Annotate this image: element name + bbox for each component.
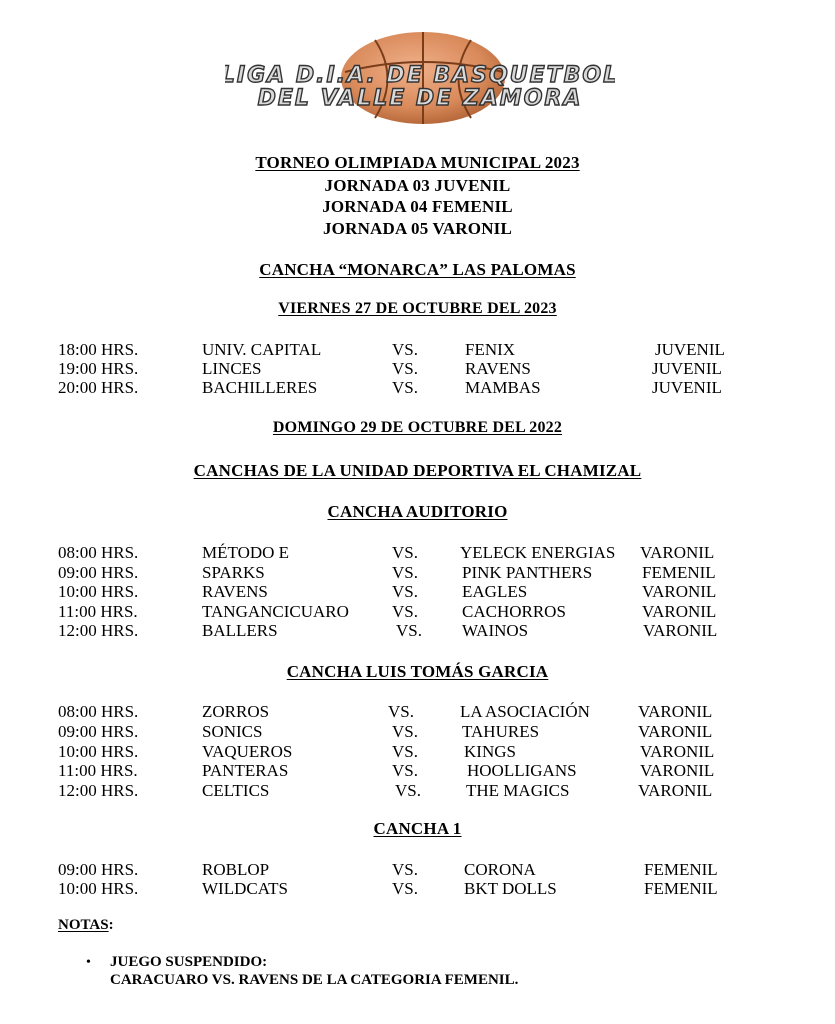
versus-label: VS. — [392, 879, 418, 898]
court-auditorio-title-text: CANCHA AUDITORIO — [327, 502, 508, 521]
versus-label: VS. — [392, 742, 418, 761]
versus-label: VS. — [388, 702, 414, 721]
league-logo — [225, 32, 615, 128]
versus-label: VS. — [392, 602, 418, 621]
home-team: PANTERAS — [202, 761, 289, 780]
versus-label: VS. — [392, 582, 418, 601]
home-team: ROBLOP — [202, 860, 270, 879]
game-time: 09:00 HRS. — [58, 860, 139, 879]
date-sunday — [0, 419, 835, 437]
tournament-title — [0, 153, 835, 173]
home-team: MÉTODO E — [202, 543, 290, 562]
court-1-title-text: CANCHA 1 — [373, 819, 462, 838]
away-team: THE MAGICS — [466, 781, 570, 800]
game-category: VARONIL — [642, 602, 717, 621]
game-row — [0, 602, 835, 622]
note-suspended-detail: CARACUARO VS. RAVENS DE LA CATEGORIA FEMENIL. — [110, 972, 519, 988]
notes-heading — [58, 917, 114, 934]
basketball-logo-graphic — [225, 32, 615, 128]
game-category: VARONIL — [643, 621, 718, 640]
game-row — [0, 879, 835, 899]
home-team: BALLERS — [202, 621, 278, 640]
game-row — [0, 621, 835, 641]
venue-monarca — [0, 260, 835, 280]
home-team: BACHILLERES — [202, 378, 318, 397]
bullet-icon: • — [86, 955, 91, 970]
game-category: JUVENIL — [652, 378, 722, 397]
versus-label: VS. — [392, 722, 418, 741]
jornada-juvenil: JORNADA 03 JUVENIL — [324, 176, 511, 195]
court-auditorio-title — [0, 502, 835, 522]
game-row — [0, 582, 835, 602]
jornada-femenil: JORNADA 04 FEMENIL — [322, 197, 513, 216]
game-row — [0, 702, 835, 722]
away-team: KINGS — [464, 742, 516, 761]
game-time: 10:00 HRS. — [58, 582, 139, 601]
home-team: RAVENS — [202, 582, 268, 601]
court-luis-title — [0, 662, 835, 682]
home-team: UNIV. CAPITAL — [202, 340, 322, 359]
game-row — [0, 359, 835, 379]
game-category: FEMENIL — [644, 860, 718, 879]
away-team: HOOLLIGANS — [467, 761, 577, 780]
date-friday — [0, 300, 835, 318]
home-team: LINCES — [202, 359, 262, 378]
home-team: VAQUEROS — [202, 742, 293, 761]
game-time: 11:00 HRS. — [58, 602, 138, 621]
game-row — [0, 563, 835, 583]
versus-label: VS. — [392, 378, 418, 397]
game-category: VARONIL — [640, 742, 715, 761]
game-time: 12:00 HRS. — [58, 781, 139, 800]
away-team: MAMBAS — [465, 378, 541, 397]
game-time: 12:00 HRS. — [58, 621, 139, 640]
logo-line-2: DEL VALLE DE ZAMORA — [257, 86, 583, 111]
game-time: 10:00 HRS. — [58, 742, 139, 761]
versus-label: VS. — [392, 563, 418, 582]
away-team: CACHORROS — [462, 602, 566, 621]
game-category: VARONIL — [638, 722, 713, 741]
tournament-title-text: TORNEO OLIMPIADA MUNICIPAL 2023 — [255, 153, 580, 172]
game-category: FEMENIL — [644, 879, 718, 898]
away-team: EAGLES — [462, 582, 528, 601]
away-team: WAINOS — [462, 621, 529, 640]
versus-label: VS. — [392, 359, 418, 378]
court-luis-title-text: CANCHA LUIS TOMÁS GARCIA — [286, 662, 549, 681]
versus-label: VS. — [395, 781, 421, 800]
game-category: VARONIL — [638, 702, 713, 721]
game-category: JUVENIL — [655, 340, 725, 359]
court-1-title — [0, 819, 835, 839]
home-team: SPARKS — [202, 563, 265, 582]
date-friday-text: VIERNES 27 DE OCTUBRE DEL 2023 — [278, 300, 557, 317]
game-row — [0, 742, 835, 762]
home-team: ZORROS — [202, 702, 270, 721]
game-category: VARONIL — [642, 582, 717, 601]
game-time: 09:00 HRS. — [58, 563, 139, 582]
game-row — [0, 543, 835, 563]
home-team: CELTICS — [202, 781, 270, 800]
game-category: VARONIL — [640, 543, 715, 562]
game-row — [0, 340, 835, 360]
away-team: CORONA — [464, 860, 536, 879]
notes-colon: : — [108, 917, 114, 933]
game-category: FEMENIL — [642, 563, 716, 582]
away-team: TAHURES — [462, 722, 540, 741]
jornada-varonil: JORNADA 05 VARONIL — [322, 219, 513, 238]
versus-label: VS. — [396, 621, 422, 640]
game-time: 08:00 HRS. — [58, 702, 139, 721]
game-category: JUVENIL — [652, 359, 722, 378]
game-row — [0, 761, 835, 781]
game-row — [0, 860, 835, 880]
note-suspended-label: JUEGO SUSPENDIDO: — [110, 954, 268, 970]
away-team: BKT DOLLS — [464, 879, 557, 898]
game-time: 20:00 HRS. — [58, 378, 139, 397]
home-team: WILDCATS — [202, 879, 288, 898]
versus-label: VS. — [392, 543, 418, 562]
home-team: SONICS — [202, 722, 263, 741]
versus-label: VS. — [392, 340, 418, 359]
venue-chamizal — [0, 461, 835, 481]
away-team: FENIX — [465, 340, 516, 359]
game-time: 11:00 HRS. — [58, 761, 138, 780]
logo-line-1: LIGA D.I.A. DE BASQUETBOL — [225, 63, 615, 88]
game-time: 10:00 HRS. — [58, 879, 139, 898]
game-category: VARONIL — [640, 761, 715, 780]
game-time: 09:00 HRS. — [58, 722, 139, 741]
away-team: YELECK ENERGIAS — [460, 543, 616, 562]
game-time: 08:00 HRS. — [58, 543, 139, 562]
home-team: TANGANCICUARO — [202, 602, 349, 621]
versus-label: VS. — [392, 860, 418, 879]
game-category: VARONIL — [638, 781, 713, 800]
game-time: 18:00 HRS. — [58, 340, 139, 359]
game-time: 19:00 HRS. — [58, 359, 139, 378]
versus-label: VS. — [392, 761, 418, 780]
venue-monarca-text: CANCHA “MONARCA” LAS PALOMAS — [259, 260, 576, 279]
venue-chamizal-text: CANCHAS DE LA UNIDAD DEPORTIVA EL CHAMIZAL — [193, 461, 642, 480]
game-row — [0, 781, 835, 801]
away-team: PINK PANTHERS — [462, 563, 593, 582]
game-row — [0, 722, 835, 742]
date-sunday-text: DOMINGO 29 DE OCTUBRE DEL 2022 — [272, 419, 563, 436]
game-row — [0, 378, 835, 398]
away-team: LA ASOCIACIÓN — [460, 702, 590, 721]
away-team: RAVENS — [465, 359, 531, 378]
notes-heading-text: NOTAS — [58, 917, 109, 933]
